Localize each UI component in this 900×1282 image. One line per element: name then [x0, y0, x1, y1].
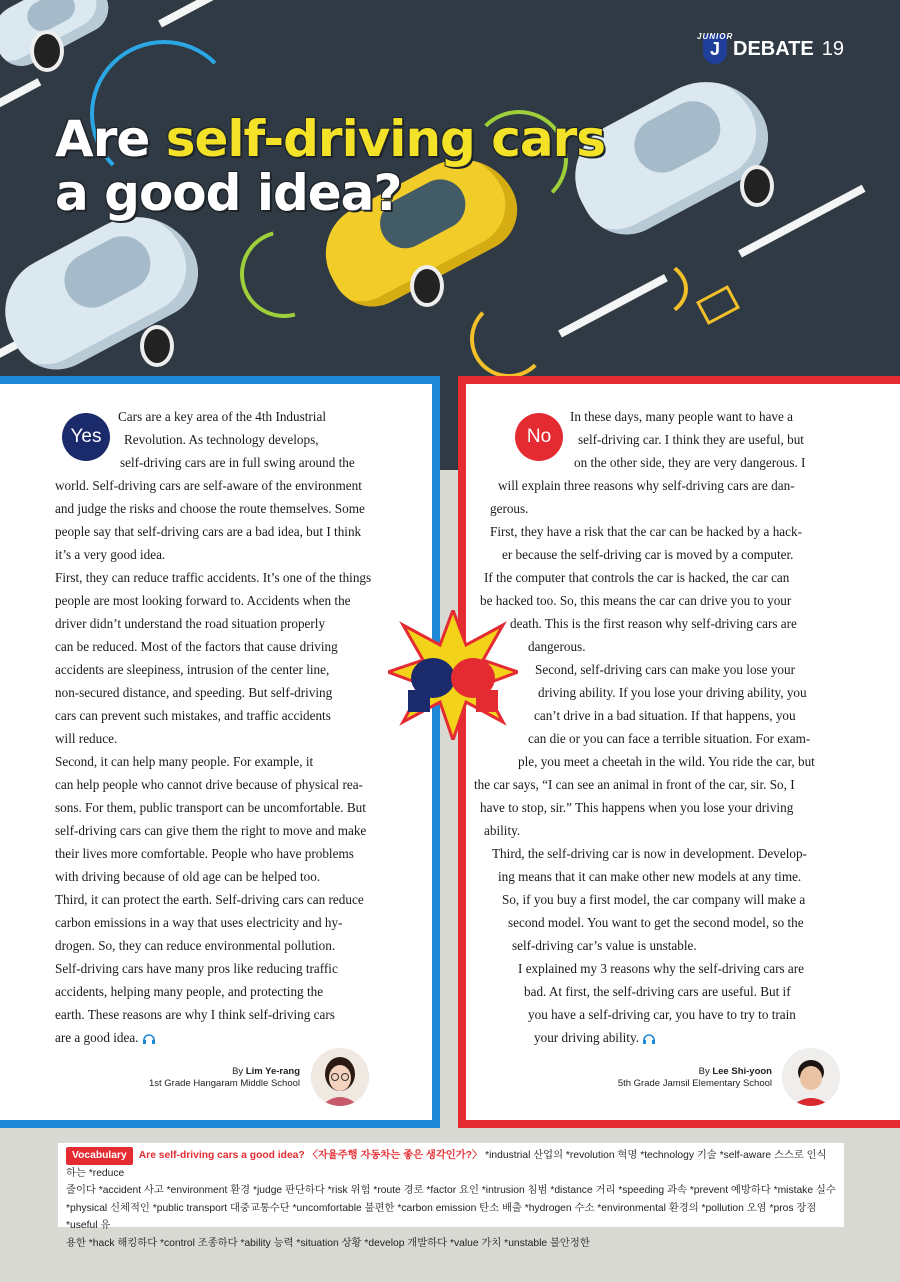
text-line: gerous. — [490, 501, 529, 516]
text-line: be hacked too. So, this means the car can drive you to your — [480, 593, 792, 608]
yes-badge: Yes — [62, 413, 110, 461]
text-line: If the computer that controls the car is hacked, the car can — [484, 570, 790, 585]
text-line: drogen. So, they can reduce environmental pollution. — [55, 938, 336, 953]
title-highlight: self-driving cars — [165, 110, 606, 168]
text-line: First, they have a risk that the car can be hacked by a hack- — [490, 524, 802, 539]
text-line: second model. You want to get the second model, so the — [508, 915, 804, 930]
text-line: have to stop, sir.” This happens when you lose your driving — [480, 800, 794, 815]
wheel — [410, 265, 444, 307]
boxing-gloves-icon — [388, 610, 518, 740]
yes-author-name: Lim Ye-rang — [245, 1066, 300, 1077]
car-illustration — [0, 194, 214, 385]
text-line: ple, you meet a cheetah in the wild. You ride the car, but — [518, 754, 815, 769]
no-author-name: Lee Shi-yoon — [712, 1066, 772, 1077]
text-line: dangerous. — [528, 639, 586, 654]
text-line: are a good idea. — [0, 1026, 440, 1049]
text-line: earth. These reasons are why I think self-driving cars — [55, 1007, 335, 1022]
headphones-icon — [642, 1033, 656, 1045]
text-line: will reduce. — [55, 731, 118, 746]
no-author-byline: By Lee Shi-yoon 5th Grade Jamsil Elementary School — [617, 1066, 772, 1089]
text-line: driving ability. If you lose your driving ability, you — [538, 685, 807, 700]
wheel — [140, 325, 174, 367]
target-marker-icon — [696, 285, 740, 325]
wheel — [740, 165, 774, 207]
text-line: self-driving cars are in full swing around the — [120, 455, 355, 470]
text-line: self-driving cars can give them the right to move and make — [55, 823, 367, 838]
junior-logo-icon: JUNIOR J — [703, 34, 727, 64]
text-line: their lives more comfortable. People who have problems — [55, 846, 354, 861]
text-line: bad. At first, the self-driving cars are useful. But if — [524, 984, 791, 999]
text-line: world. Self-driving cars are self-aware of the environment — [55, 478, 362, 493]
text-line: driver didn’t understand the road situation properly — [55, 616, 326, 631]
text-line: accidents, helping many people, and protecting the — [55, 984, 324, 999]
text-line: death. This is the first reason why self-driving cars are — [510, 616, 797, 631]
road-lane-marking — [0, 78, 41, 127]
text-line: In these days, many people want to have a — [570, 409, 794, 424]
road-lane-marking — [158, 0, 268, 28]
text-line: your driving ability. — [458, 1026, 900, 1049]
headphones-icon — [142, 1033, 156, 1045]
vocabulary-line: *physical 신체적인 *public transport 대중교통수단 *uncomfortable 불편한 *carbon emission 탄소 배출 *hydrogen 수소 *environmental 환경의 *pollution 오염 *pros 장점 *useful 유 — [66, 1202, 817, 1231]
vocabulary-line: 줄이다 *accident 사고 *environment 환경 *judge 판단하다 *risk 위험 *route 경로 *factor 요인 *intrusion 침범 *distance 거리 *speeding 과속 *prevent 예방하다 *mistake 실수 — [66, 1185, 836, 1196]
sensor-wave — [470, 300, 548, 378]
text-line: self-driving car. I think they are useful, but — [578, 432, 804, 447]
no-author-school: 5th Grade Jamsil Elementary School — [617, 1078, 772, 1089]
vocabulary-line: *industrial 산업의 *revolution 혁명 *technology 기술 *self-aware 스스로 인식하는 *reduce — [66, 1150, 827, 1179]
text-line: it’s a very good idea. — [55, 547, 166, 562]
text-line: First, they can reduce traffic accidents. It’s one of the things — [55, 570, 372, 585]
text-line: the car says, “I can see an animal in front of the car, sir. So, I — [474, 777, 795, 792]
yes-author-avatar — [311, 1048, 369, 1106]
text-line: with driving because of old age can be helped too. — [55, 869, 321, 884]
text-line: people are most looking forward to. Accidents when the — [55, 593, 351, 608]
text-line: ability. — [484, 823, 521, 838]
text-line: sons. For them, public transport can be uncomfortable. But — [55, 800, 366, 815]
text-line: Self-driving cars have many pros like reducing traffic — [55, 961, 338, 976]
text-line: can help people who cannot drive because of physical rea- — [55, 777, 363, 792]
text-line: self-driving car’s value is unstable. — [512, 938, 697, 953]
text-line: I explained my 3 reasons why the self-driving cars are — [518, 961, 804, 976]
no-author-avatar — [782, 1048, 840, 1106]
text-line: Third, it can protect the earth. Self-driving cars can reduce — [55, 892, 364, 907]
page-number: 19 — [821, 37, 844, 60]
text-line: and judge the risks and choose the route themselves. Some — [55, 501, 365, 516]
text-line: ing means that it can make other new models at any time. — [498, 869, 802, 884]
text-line: Revolution. As technology develops, — [124, 432, 319, 447]
text-line: can be reduced. Most of the factors that cause driving — [55, 639, 338, 654]
text-line: So, if you buy a first model, the car company will make a — [502, 892, 806, 907]
section-header — [697, 32, 844, 64]
text-line: accidents are sleepiness, intrusion of the center line, — [55, 662, 330, 677]
text-line: non-secured distance, and speeding. But self-driving — [55, 685, 333, 700]
text-line: Second, it can help many people. For example, it — [55, 754, 314, 769]
text-line: will explain three reasons why self-driving cars are dan- — [498, 478, 795, 493]
page-title: Are self-driving cars a good idea? — [55, 110, 606, 222]
text-line: Third, the self-driving car is now in development. Develop- — [492, 846, 807, 861]
text-line: Second, self-driving cars can make you lose your — [535, 662, 796, 677]
text-line: er because the self-driving car is moved by a computer. — [502, 547, 794, 562]
text-line: carbon emissions in a way that uses electricity and hy- — [55, 915, 343, 930]
text-line: on the other side, they are very dangerous. I — [574, 455, 806, 470]
section-name: DEBATE — [733, 37, 814, 60]
sensor-wave — [224, 214, 344, 334]
yes-author-byline: By Lim Ye-rang 1st Grade Hangaram Middle School — [148, 1066, 300, 1089]
vocabulary-question: Are self-driving cars a good idea? 〈자율주행 자동차는 좋은 생각인가?〉 — [138, 1150, 483, 1161]
vocabulary-box — [58, 1143, 844, 1249]
no-badge: No — [515, 413, 563, 461]
sensor-wave — [590, 255, 688, 323]
vocabulary-tag: Vocabulary — [66, 1147, 133, 1165]
yes-argument-text — [0, 405, 440, 1049]
text-line: cars can prevent such mistakes, and traffic accidents — [55, 708, 331, 723]
text-line: can’t drive in a bad situation. If that happens, you — [534, 708, 796, 723]
no-argument-text — [458, 405, 900, 1049]
vocabulary-line: 용한 *hack 해킹하다 *control 조종하다 *ability 능력 *situation 상황 *develop 개발하다 *value 가치 *unstable 불안정한 — [66, 1237, 590, 1249]
text-line: you have a self-driving car, you have to try to train — [528, 1007, 796, 1022]
text-line: people say that self-driving cars are a bad idea, but I think — [55, 524, 362, 539]
wheel — [30, 30, 64, 72]
text-line: can die or you can face a terrible situation. For exam- — [528, 731, 811, 746]
yes-author-school: 1st Grade Hangaram Middle School — [148, 1078, 300, 1089]
text-line: Cars are a key area of the 4th Industrial — [118, 409, 326, 424]
